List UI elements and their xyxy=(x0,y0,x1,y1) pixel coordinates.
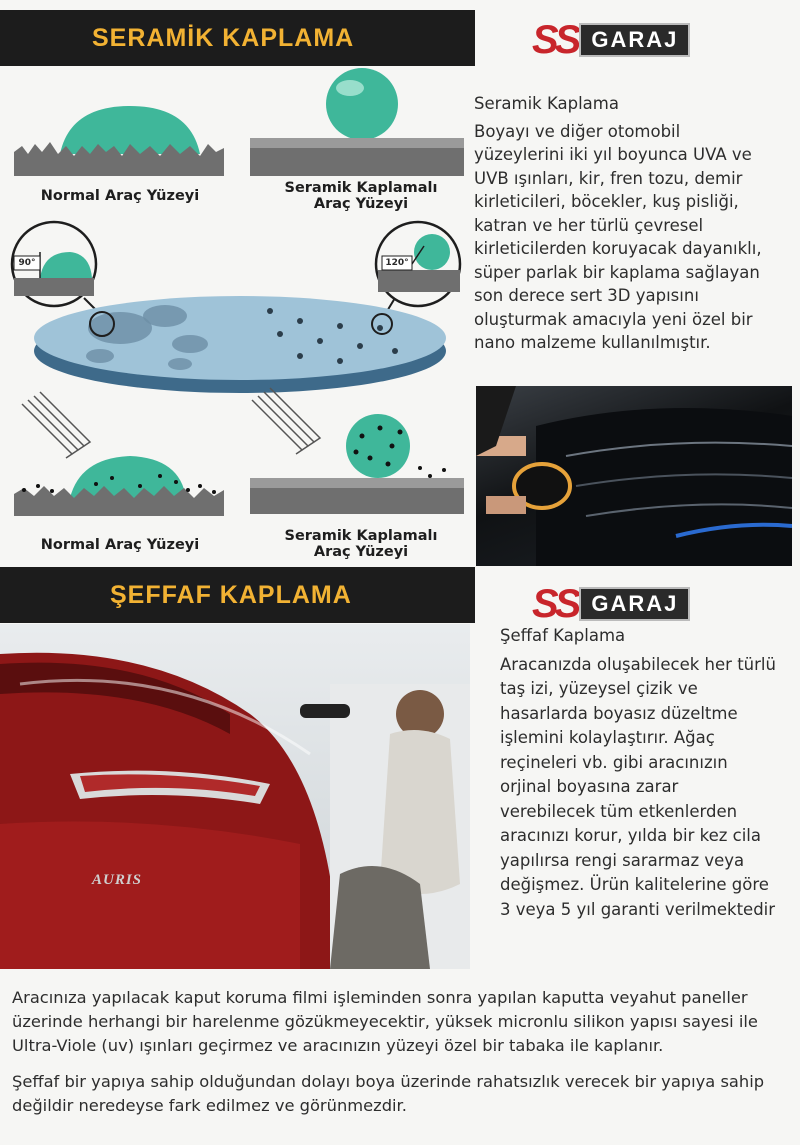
bottom-text xyxy=(12,986,782,1130)
coated-disc xyxy=(34,296,446,393)
logo-mark: SS xyxy=(532,18,578,62)
normal-surface-top xyxy=(14,106,224,176)
label-ceramic-top: Seramik Kaplamalı Araç Yüzeyi xyxy=(284,180,438,212)
seramik-body: Boyayı ve diğer otomobil yüzeylerini iki yıl boyunca UVA ve UVB ışınları, kir, fren tozu, demir kirleticileri, böcekler, kuş pisliği, katran ve her türlü çevresel kirleticilerden koruyacak dayanıklı, süper parlak bir kaplama sağlayan son derece sert 3D yapısını oluşturmak amacıyla yeni özel bir nano malzeme kullanılmıştır. xyxy=(474,121,762,352)
seramik-banner xyxy=(0,10,475,66)
seramik-heading: Seramik Kaplama xyxy=(474,94,619,113)
seffaf-text xyxy=(500,624,776,922)
magnifier-90 xyxy=(12,222,104,318)
polishing-photo xyxy=(476,386,792,566)
ss-garaj-logo xyxy=(532,20,690,60)
label-ceramic-bottom: Seramik Kaplamalı Araç Yüzeyi xyxy=(284,528,438,560)
ceramic-diagram xyxy=(0,66,470,566)
car-film-photo xyxy=(0,624,470,969)
seramik-text xyxy=(474,92,770,355)
normal-surface-bottom xyxy=(14,392,224,516)
seramik-title: SERAMİK KAPLAMA xyxy=(92,23,355,52)
seffaf-body: Aracanızda oluşabilecek her türlü taş izi, yüzeysel çizik ve hasarlarda boyasız düzeltme işlemini kolaylaştırır. Ağaç reçineleri vb. gibi aracınızın orjinal boyasına zarar verebilecek tüm etkenlerden aracınızı korur, yılda bir kez cila yapılırsa rengi sararmaz veya değişmez. Ürün kalitelerine göre 3 veya 5 yıl garanti verilmektedir xyxy=(500,654,776,919)
ss-garaj-logo-2 xyxy=(532,584,690,624)
logo-text: GARAJ xyxy=(579,23,690,57)
angle-120-label: 120° xyxy=(385,258,409,268)
seffaf-banner xyxy=(0,567,475,623)
ceramic-surface-bottom xyxy=(250,388,464,514)
ceramic-surface-top xyxy=(250,68,464,176)
bottom-paragraph-2: Şeffaf bir yapıya sahip olduğundan dolayı boya üzerinde rahatsızlık verecek bir yapıya sahip değildir neredeyse fark edilmez ve görünmezdir. xyxy=(12,1072,765,1115)
seffaf-heading: Şeffaf Kaplama xyxy=(500,626,626,645)
car-badge: AURIS xyxy=(92,872,143,888)
bottom-paragraph-1: Aracınıza yapılacak kaput koruma filmi işleminden sonra yapılan kaputta veyahut paneller üzerinde herhangi bir harelenme gözükmeyecektir, yüksek micronlu silikon yapısı sayesi ile Ultra-Viole (uv) ışınları geçirmez ve aracınızın yüzeyi özel bir tabaka ile kaplanır. xyxy=(12,988,758,1055)
angle-90-label: 90° xyxy=(18,258,36,268)
logo-mark-2: SS xyxy=(532,582,578,626)
label-normal-top: Normal Araç Yüzeyi xyxy=(40,188,200,204)
label-normal-bottom: Normal Araç Yüzeyi xyxy=(40,537,200,553)
logo-text-2: GARAJ xyxy=(579,587,690,621)
seffaf-title: ŞEFFAF KAPLAMA xyxy=(110,580,352,609)
